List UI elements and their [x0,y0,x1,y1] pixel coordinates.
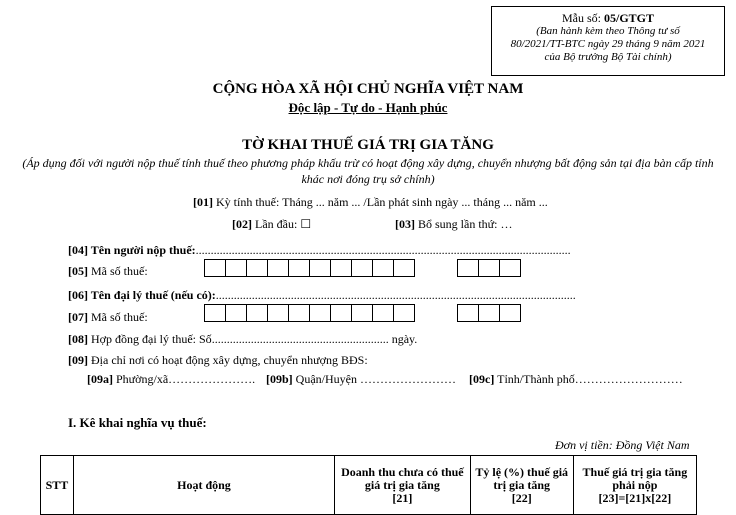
motto [0,100,736,116]
form-code-label: Mẫu số: [561,11,604,25]
field-09c-text: Tỉnh/Thành phố……………………… [494,372,683,386]
field-04-code: [04] [68,243,88,257]
field-05 [68,264,148,279]
motto-text: Độc lập - Tự do - Hạnh phúc [288,100,448,115]
field-07-label: Mã số thuế: [88,310,148,324]
form-note-line3: của Bộ trưởng Bộ Tài chính) [544,51,672,63]
form-code: 05/GTGT [603,11,654,25]
field-09a-code: [09a] [87,372,113,386]
field-04-dots: ............................................................................................................................. [195,243,571,257]
field-08 [68,332,417,347]
field-03 [395,217,513,232]
col-header-rate: Tỷ lệ (%) thuế giá trị gia tăng [22] [470,456,573,515]
agent-tax-code-boxes-main[interactable] [204,304,415,322]
apply-note: (Áp dụng đối với người nộp thuế tính thuế theo phương pháp khấu trừ có hoạt động xây dựng, chuyển nhượng bất động sản tại địa bàn cấp tỉnh khác nơi đóng trụ sở chính) [22,156,714,186]
col-header-revenue: Doanh thu chưa có thuế giá trị gia tăng [21] [335,456,471,515]
field-09b-text: Quận/Huyện …………………… [292,372,456,386]
col-header-stt: STT [41,456,74,515]
field-02-text: Lần đầu: ☐ [252,217,312,231]
field-06-label: Tên đại lý thuế (nếu có): [88,288,216,302]
field-09b [266,372,456,387]
tax-code-boxes-branch[interactable] [457,259,521,277]
field-09a [87,372,255,387]
national-title: CỘNG HÒA XÃ HỘI CHỦ NGHĨA VIỆT NAM [212,81,524,97]
form-code-line [492,12,724,25]
agent-tax-code-boxes-branch[interactable] [457,304,521,322]
field-08-dots: ........................................................... [211,332,389,346]
field-09c-code: [09c] [469,372,495,386]
field-06 [68,288,576,303]
field-07 [68,310,148,325]
field-01-text: Kỳ tính thuế: Tháng ... năm ... /Lần phát sinh ngày ... tháng ... năm ... [213,195,548,209]
field-09c [469,372,683,387]
field-01 [193,195,548,210]
field-09 [68,353,368,368]
field-08-code: [08] [68,332,88,346]
field-09a-text: Phường/xã…………………. [113,372,256,386]
table-header-row [41,456,697,515]
field-03-text: Bổ sung lần thứ: … [415,217,513,231]
field-05-label: Mã số thuế: [88,264,148,278]
form-code-box [491,6,725,76]
field-09-text: Địa chỉ nơi có hoạt động xây dựng, chuyển nhượng BĐS: [88,353,368,367]
field-06-code: [06] [68,288,88,302]
field-04 [68,243,571,258]
field-08-text: Hợp đồng đại lý thuế: Số [88,332,212,346]
tax-code-boxes-main[interactable] [204,259,415,277]
field-03-code: [03] [395,217,415,231]
field-07-code: [07] [68,310,88,324]
currency-unit: Đơn vị tiền: Đồng Việt Nam [555,438,690,452]
field-02-code: [02] [232,217,252,231]
field-02 [232,217,311,232]
field-09-code: [09] [68,353,88,367]
form-title: TỜ KHAI THUẾ GIÁ TRỊ GIA TĂNG [242,137,494,153]
col-header-vat-payable: Thuế giá trị gia tăng phải nộp [23]=[21]x[22] [573,456,696,515]
section-title: I. Kê khai nghĩa vụ thuế: [68,415,207,430]
tax-table [40,455,697,515]
field-05-code: [05] [68,264,88,278]
field-06-dots: ........................................................................................................................ [215,288,576,302]
col-header-activity: Hoạt động [73,456,334,515]
field-08-day: ngày. [388,332,418,346]
field-04-label: Tên người nộp thuế: [88,243,196,257]
field-09b-code: [09b] [266,372,293,386]
form-note-line2: 80/2021/TT-BTC ngày 29 tháng 9 năm 2021 [510,38,706,50]
form-note-line1: (Ban hành kèm theo Thông tư số [536,25,680,37]
field-01-code: [01] [193,195,213,209]
